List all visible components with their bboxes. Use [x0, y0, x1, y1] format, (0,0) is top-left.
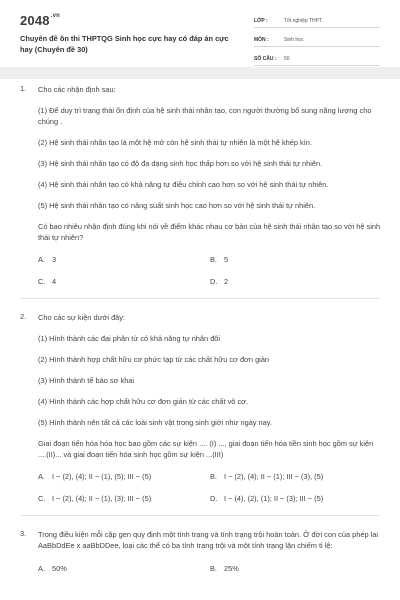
question-stem: Cho các nhận định sau:	[38, 85, 116, 94]
option-text: I − (2), (4); II − (1), (5); III − (5)	[52, 472, 152, 481]
option-text: 25%	[224, 564, 239, 573]
option-d[interactable]	[210, 276, 382, 288]
question-2	[0, 312, 400, 505]
option-a[interactable]	[38, 471, 210, 483]
option-letter: C.	[38, 277, 46, 286]
option-c[interactable]	[38, 276, 210, 288]
question-prompt: Có bao nhiêu nhận định đúng khi nói về điểm khác nhau cơ bản của hệ sinh thái nhân tạo so với hệ sinh thái tự nhiên?	[38, 222, 381, 242]
option-letter: A.	[38, 255, 45, 264]
option-letter: B.	[210, 255, 217, 264]
meta-row-question-count	[254, 50, 380, 66]
event: (3) Hình thành tế bào sơ khai	[38, 376, 135, 385]
option-c[interactable]	[38, 493, 210, 505]
statement: (1) Để duy trì trạng thái ổn định của hệ sinh thái nhân tạo, con người thường bổ sung năng lượng cho chúng .	[38, 106, 372, 126]
option-text: 4	[52, 277, 57, 286]
question-divider	[20, 515, 380, 516]
option-text: 2	[224, 277, 229, 286]
option-a[interactable]	[38, 254, 210, 266]
document-title: Chuyên đề ôn thi THPTQG Sinh học cực hay có đáp án cực hay (Chuyên đề 30)	[20, 34, 229, 54]
option-text: I − (4), (2), (1); II − (3); III − (5)	[224, 494, 324, 503]
option-text: I − (2), (4); II − (1), (3); III − (5)	[52, 494, 152, 503]
option-a[interactable]	[38, 563, 210, 575]
question-number: 2.	[20, 312, 27, 321]
option-b[interactable]	[210, 471, 382, 483]
option-letter: C.	[38, 494, 46, 503]
event: (2) Hình thành hợp chất hữu cơ phức tạp từ các chất hữu cơ đơn giản	[38, 355, 270, 364]
meta-value: Sinh học	[284, 37, 304, 43]
question-stem: Cho các sự kiện dưới đây:	[38, 313, 126, 322]
option-text: 3	[52, 255, 57, 264]
answer-options	[38, 563, 382, 575]
statement: (5) Hệ sinh thái nhân tạo có năng suất sinh học cao hơn so với hệ sinh thái tự nhiên.	[38, 201, 316, 210]
option-letter: A.	[38, 564, 45, 573]
statement: (3) Hệ sinh thái nhân tạo có độ đa dạng sinh học thấp hơn so với hệ sinh thái tự nhiên.	[38, 159, 323, 168]
option-letter: D.	[210, 494, 218, 503]
answer-options	[38, 254, 382, 288]
event: (5) Hình thành nên tất cả các loài sinh vật trong sinh giới như ngày nay.	[38, 418, 272, 427]
question-number: 1.	[20, 84, 27, 93]
option-letter: B.	[210, 564, 217, 573]
option-b[interactable]	[210, 254, 382, 266]
document-meta	[254, 12, 380, 69]
question-prompt: Giai đoạn tiến hóa hóa học bao gồm các sự kiện .... (I) ..., giai đoạn tiến hóa tiền sinh học gồm sự kiện ....(II)... và giai đoạn tiến hóa sinh học gồm sự kiện ...(III)	[38, 439, 374, 459]
meta-value: 50	[284, 56, 290, 62]
event: (1) Hình thành các đại phân tử có khả năng tự nhân đôi	[38, 334, 221, 343]
site-logo[interactable]	[20, 13, 60, 28]
statement: (2) Hệ sinh thái nhân tạo là một hệ mở còn hệ sinh thái tự nhiên là một hệ khép kín.	[38, 138, 312, 147]
header-divider	[0, 67, 400, 79]
option-letter: A.	[38, 472, 45, 481]
option-letter: D.	[210, 277, 218, 286]
meta-label: MÔN :	[254, 37, 269, 43]
meta-value: Tốt nghiệp THPT	[284, 18, 322, 24]
meta-label: SỐ CÂU :	[254, 56, 277, 62]
option-letter: B.	[210, 472, 217, 481]
question-number: 3.	[20, 529, 27, 538]
answer-options	[38, 471, 382, 505]
meta-row-class	[254, 12, 380, 28]
option-text: I − (2), (4); II − (1); III − (3), (5)	[224, 472, 324, 481]
option-d[interactable]	[210, 493, 382, 505]
option-text: 5	[224, 255, 229, 264]
option-b[interactable]	[210, 563, 382, 575]
question-stem: Trong điều kiện mỗi cặp gen quy định một tính trạng và tính trạng trội hoàn toàn. Ở đời con của phép lai AaBbDdEe x aaBbDDee, loại các thể có ba tính trạng trội và một tính trạng lặn chiếm tỉ lệ:	[38, 530, 379, 550]
option-text: 50%	[52, 564, 67, 573]
meta-label: LỚP :	[254, 18, 268, 24]
logo-text: 2048	[20, 13, 50, 28]
question-1	[0, 84, 400, 288]
statement: (4) Hệ sinh thái nhân tạo có khả năng tự điều chỉnh cao hơn so với hệ sinh thái tự nhiên.	[38, 180, 329, 189]
question-list	[0, 79, 400, 585]
page-header	[0, 0, 400, 66]
question-divider	[20, 298, 380, 299]
question-3	[0, 529, 400, 575]
event: (4) Hình thành các hợp chất hữu cơ đơn giản từ các chất vô cơ.	[38, 397, 249, 406]
logo-ext: .vn	[50, 13, 61, 19]
meta-row-subject	[254, 31, 380, 47]
